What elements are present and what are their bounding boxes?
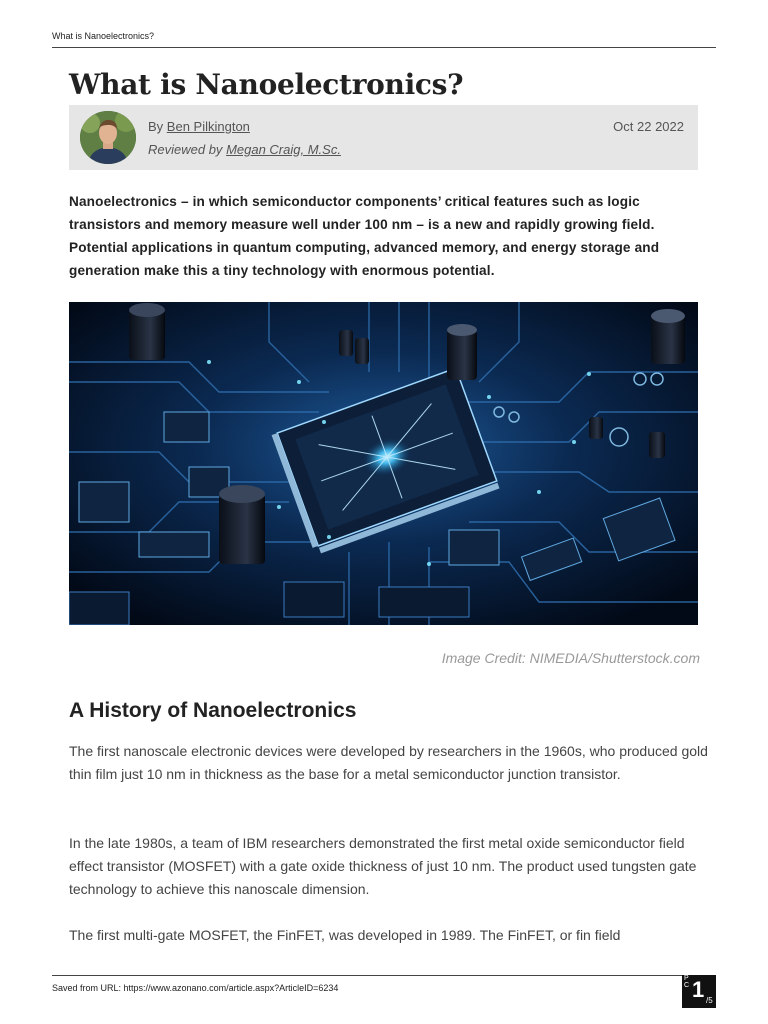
circuit-board-illustration bbox=[69, 302, 698, 625]
page-number-badge bbox=[682, 975, 716, 1008]
author-link[interactable]: Ben Pilkington bbox=[166, 119, 250, 134]
publish-date: Oct 22 2022 bbox=[613, 119, 684, 134]
paragraph: In the late 1980s, a team of IBM researchers demonstrated the first metal oxide semiconductor field effect transistor (MOSFET) with a gate oxide thickness of just 10 nm. The product used tungsten gate technology to achieve this nanoscale dimension. bbox=[69, 835, 697, 897]
page-total: /5 bbox=[706, 996, 713, 1005]
page-badge-c: C bbox=[684, 982, 690, 989]
running-header-title: What is Nanoelectronics? bbox=[52, 31, 155, 41]
saved-from-url: Saved from URL: https://www.azonano.com/article.aspx?ArticleID=6234 bbox=[52, 983, 339, 993]
byline-reviewer bbox=[148, 142, 341, 157]
byline-by-prefix: By bbox=[148, 119, 164, 134]
paragraph: The first multi-gate MOSFET, the FinFET, was developed in 1989. The FinFET, or fin field bbox=[69, 927, 621, 943]
image-credit: Image Credit: NIMEDIA/Shutterstock.com bbox=[441, 650, 700, 666]
byline-reviewed-prefix: Reviewed by bbox=[148, 142, 223, 157]
page-number: 1 bbox=[692, 977, 705, 1002]
author-portrait-icon bbox=[80, 111, 136, 164]
paragraph: The first nanoscale electronic devices were developed by researchers in the 1960s, who produced gold thin film just 10 nm in thickness as the base for a metal semiconductor junction transistor. bbox=[69, 743, 708, 782]
article-title: What is Nanoelectronics? bbox=[69, 68, 464, 101]
author-avatar bbox=[80, 111, 136, 164]
article-lede: Nanoelectronics – in which semiconductor components’ critical features such as logic transistors and memory measure well under 100 nm – is a new and rapidly growing field. Potential applications in quantum computing, advanced memory, and energy storage and generation make this a tiny technology with enormous potential. bbox=[69, 194, 660, 278]
section-heading: A History of Nanoelectronics bbox=[69, 699, 357, 722]
page-badge-p: P bbox=[684, 975, 689, 982]
reviewer-link[interactable]: Megan Craig, M.Sc. bbox=[226, 142, 341, 157]
footer-divider bbox=[52, 975, 682, 976]
header-divider bbox=[52, 47, 716, 48]
hero-image bbox=[69, 302, 698, 625]
byline-box bbox=[69, 105, 698, 170]
byline-author bbox=[148, 119, 250, 134]
